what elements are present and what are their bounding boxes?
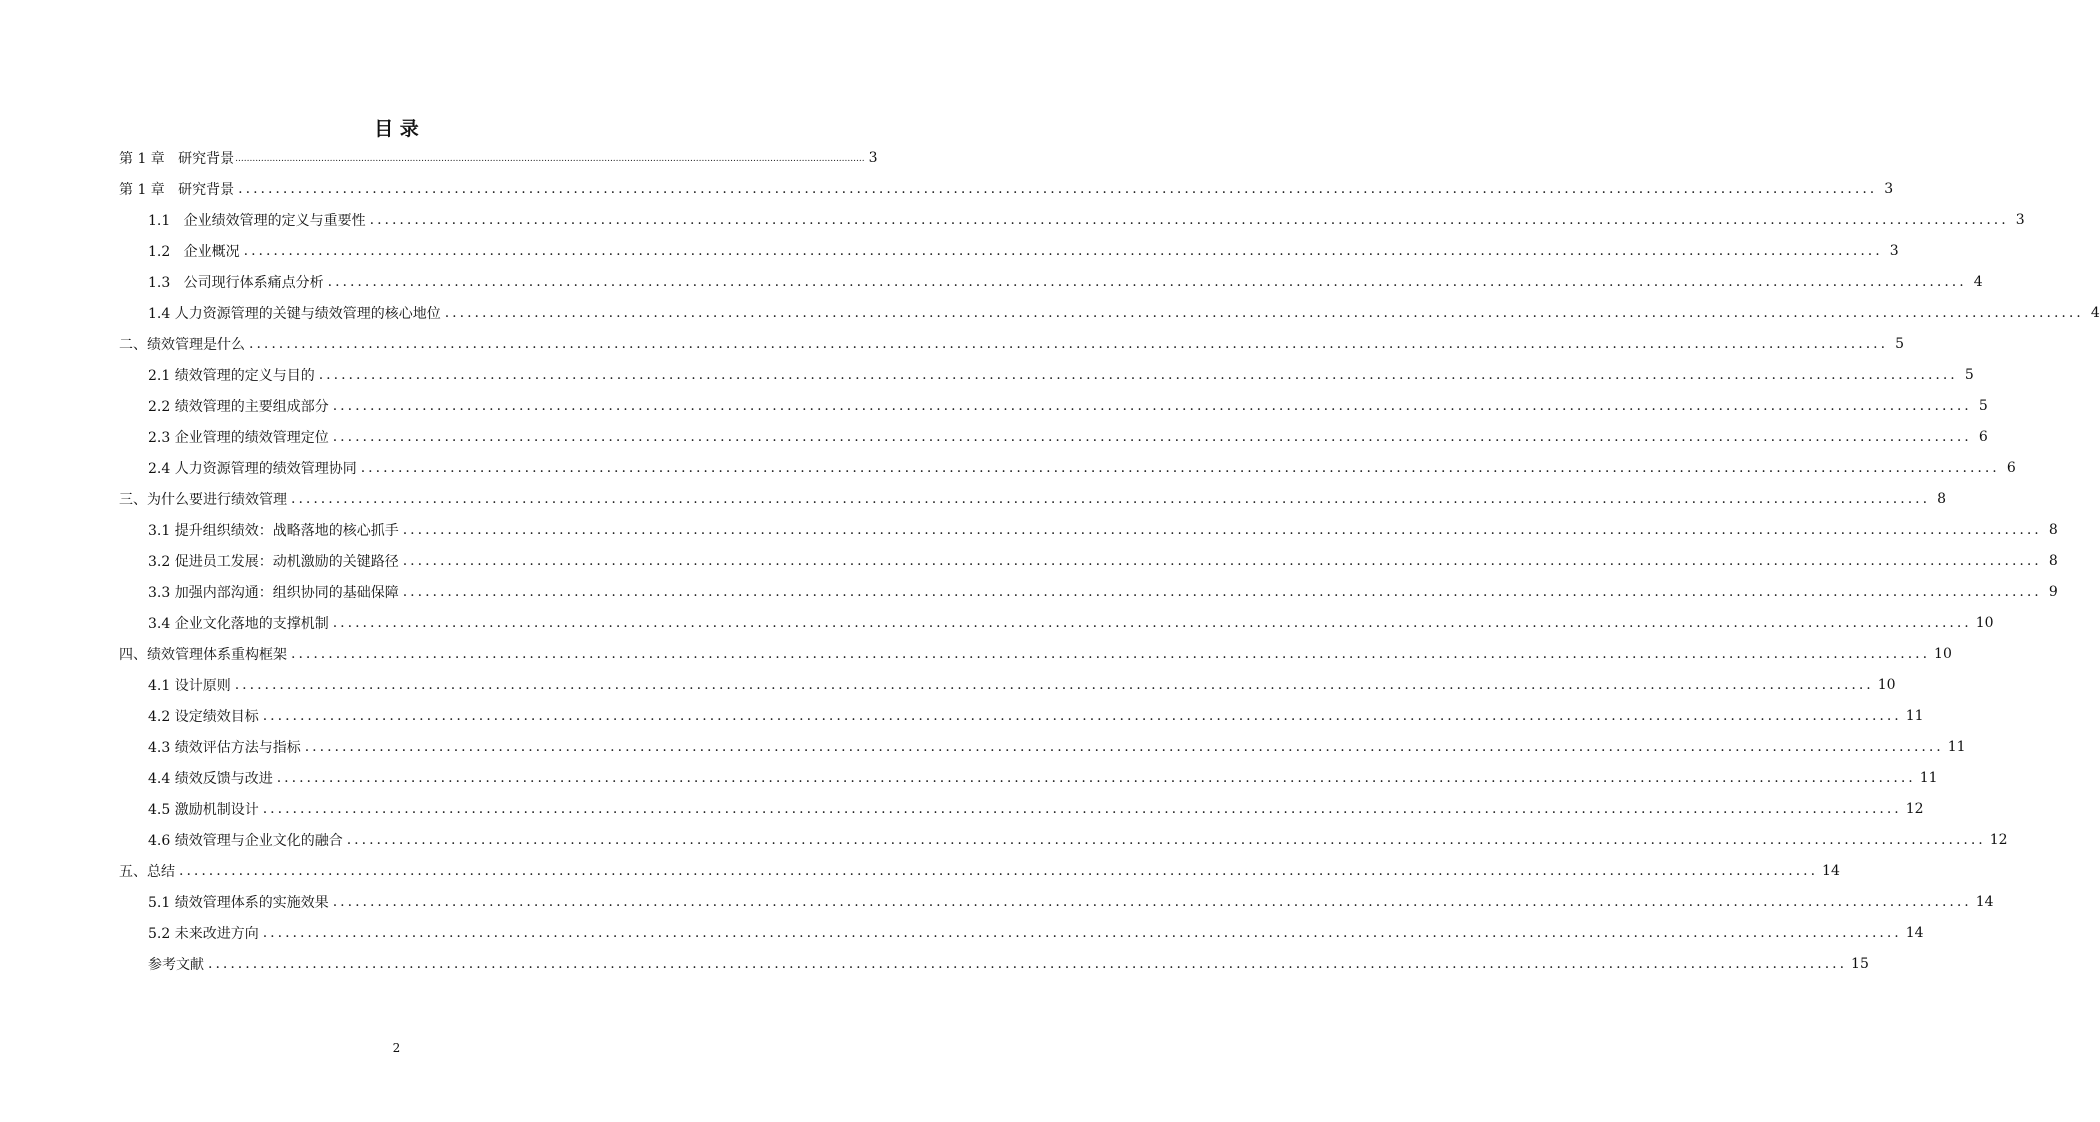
toc-entry[interactable] xyxy=(119,173,1894,204)
toc-entry-page: 11 xyxy=(1905,707,1924,724)
toc-leader-dots: ............................................................................................................................................................................................................................ xyxy=(444,304,2084,321)
toc-leader-dots: ............................................................................................................................................................................................................................ xyxy=(208,955,1848,972)
toc-entry-page: 15 xyxy=(1851,955,1869,972)
toc-entry-label: 2.1 绩效管理的定义与目的 xyxy=(148,367,315,384)
toc-entry-label: 1.3 公司现行体系痛点分析 xyxy=(148,274,324,291)
toc-leader-dots: ............................................................................................................................................................................................................................ xyxy=(291,490,1931,507)
toc-leader-dots: ............................................................................................................................................................................................................................ xyxy=(276,769,1916,786)
toc-entry-label: 第 1 章 研究背景 xyxy=(119,181,235,198)
toc-entry-label: 第 1 章 研究背景 xyxy=(119,150,235,167)
toc-entry[interactable] xyxy=(119,762,1938,793)
toc-entry[interactable] xyxy=(119,421,1988,452)
toc-entry[interactable] xyxy=(119,204,2025,235)
toc-entry-page: 5 xyxy=(1978,397,1988,414)
toc-leader-dots: ............................................................................................................................................................................................................................ xyxy=(291,645,1931,662)
toc-entry-page: 8 xyxy=(2048,552,2058,569)
toc-entry[interactable] xyxy=(119,638,1952,669)
page-number: 2 xyxy=(392,1041,401,1055)
toc-entry-label: 3.1 提升组织绩效：战略落地的核心抓手 xyxy=(148,522,399,539)
toc-leader-dots: ............................................................................................................................................................................................................................ xyxy=(369,211,2009,228)
toc-entry-label: 4.2 设定绩效目标 xyxy=(148,708,259,725)
toc-entry[interactable] xyxy=(119,142,878,173)
toc-entry[interactable] xyxy=(119,824,2008,855)
toc-entry[interactable] xyxy=(119,576,2058,607)
toc-leader-dots: ............................................................................................................................................................................................................................ xyxy=(262,707,1902,724)
toc-leader-dots: ............................................................................................................................................................................................................................ xyxy=(327,273,1967,290)
toc-leader-dots: ............................................................................................................................................................................................................................ xyxy=(235,153,865,164)
toc-leader-dots: ............................................................................................................................................................................................................................ xyxy=(318,366,1958,383)
toc-leader-dots: ............................................................................................................................................................................................................................ xyxy=(332,614,1972,631)
toc-entry-label: 3.3 加强内部沟通：组织协同的基础保障 xyxy=(148,584,399,601)
toc-entry[interactable] xyxy=(119,514,2058,545)
toc-leader-dots: ............................................................................................................................................................................................................................ xyxy=(332,893,1972,910)
toc-entry-page: 3 xyxy=(1884,180,1894,197)
toc-entry[interactable] xyxy=(119,886,1994,917)
toc-entry[interactable] xyxy=(119,669,1896,700)
toc-entry-label: 3.2 促进员工发展：动机激励的关键路径 xyxy=(148,553,399,570)
toc-entry-page: 4 xyxy=(2090,304,2100,321)
toc-leader-dots: ............................................................................................................................................................................................................................ xyxy=(402,552,2042,569)
toc-entry-page: 12 xyxy=(1905,800,1924,817)
toc-leader-dots: ............................................................................................................................................................................................................................ xyxy=(179,862,1819,879)
toc-entry[interactable] xyxy=(119,855,1840,886)
toc-entry-label: 4.4 绩效反馈与改进 xyxy=(148,770,273,787)
toc-entry[interactable] xyxy=(119,917,1924,948)
toc-entry[interactable] xyxy=(119,328,1905,359)
toc-entry-page: 11 xyxy=(1947,738,1966,755)
toc-leader-dots: ............................................................................................................................................................................................................................ xyxy=(262,800,1902,817)
toc-entry[interactable] xyxy=(119,297,2100,328)
table-of-contents xyxy=(119,142,2100,979)
toc-entry-label: 1.1 企业绩效管理的定义与重要性 xyxy=(148,212,366,229)
toc-entry-page: 10 xyxy=(1877,676,1896,693)
toc-leader-dots: ............................................................................................................................................................................................................................ xyxy=(238,180,1878,197)
toc-entry-label: 三、为什么要进行绩效管理 xyxy=(119,491,287,508)
toc-leader-dots: ............................................................................................................................................................................................................................ xyxy=(332,428,1972,445)
toc-entry[interactable] xyxy=(119,545,2058,576)
toc-entry-page: 9 xyxy=(2048,583,2058,600)
toc-leader-dots: ............................................................................................................................................................................................................................ xyxy=(249,335,1889,352)
toc-entry-label: 4.5 激励机制设计 xyxy=(148,801,259,818)
toc-entry-label: 3.4 企业文化落地的支撑机制 xyxy=(148,615,329,632)
toc-entry-page: 5 xyxy=(1895,335,1905,352)
toc-title: 目 录 xyxy=(374,118,419,140)
toc-entry-label: 二、绩效管理是什么 xyxy=(119,336,245,353)
toc-entry-label: 4.6 绩效管理与企业文化的融合 xyxy=(148,832,343,849)
toc-entry[interactable] xyxy=(119,607,1994,638)
toc-entry-page: 8 xyxy=(1937,490,1947,507)
toc-entry[interactable] xyxy=(119,731,1966,762)
toc-leader-dots: ............................................................................................................................................................................................................................ xyxy=(402,521,2042,538)
toc-entry-label: 2.3 企业管理的绩效管理定位 xyxy=(148,429,329,446)
toc-entry[interactable] xyxy=(119,452,2016,483)
toc-entry-label: 1.4 人力资源管理的关键与绩效管理的核心地位 xyxy=(148,305,441,322)
toc-entry-label: 2.2 绩效管理的主要组成部分 xyxy=(148,398,329,415)
toc-leader-dots: ............................................................................................................................................................................................................................ xyxy=(262,924,1902,941)
toc-entry-page: 6 xyxy=(1978,428,1988,445)
toc-entry-page: 3 xyxy=(2015,211,2025,228)
toc-leader-dots: ............................................................................................................................................................................................................................ xyxy=(346,831,1986,848)
toc-entry[interactable] xyxy=(119,235,1899,266)
toc-leader-dots: ............................................................................................................................................................................................................................ xyxy=(360,459,2000,476)
toc-entry-page: 14 xyxy=(1905,924,1924,941)
toc-entry-page: 10 xyxy=(1934,645,1952,662)
toc-entry-page: 11 xyxy=(1919,769,1938,786)
toc-entry-label: 参考文献 xyxy=(148,956,204,973)
toc-entry[interactable] xyxy=(119,793,1924,824)
toc-entry-page: 5 xyxy=(1964,366,1974,383)
toc-entry[interactable] xyxy=(119,390,1988,421)
toc-entry[interactable] xyxy=(119,948,1869,979)
toc-entry-label: 4.1 设计原则 xyxy=(148,677,231,694)
toc-entry-page: 14 xyxy=(1822,862,1840,879)
toc-leader-dots: ............................................................................................................................................................................................................................ xyxy=(304,738,1944,755)
toc-entry-page: 6 xyxy=(2006,459,2016,476)
toc-entry-page: 4 xyxy=(1973,273,1983,290)
toc-entry-label: 5.1 绩效管理体系的实施效果 xyxy=(148,894,329,911)
toc-entry-label: 4.3 绩效评估方法与指标 xyxy=(148,739,301,756)
toc-leader-dots: ............................................................................................................................................................................................................................ xyxy=(332,397,1972,414)
toc-entry-page: 3 xyxy=(1889,242,1899,259)
toc-entry[interactable] xyxy=(119,266,1983,297)
toc-entry-label: 5.2 未来改进方向 xyxy=(148,925,259,942)
toc-entry-label: 五、总结 xyxy=(119,863,175,880)
toc-entry-label: 2.4 人力资源管理的绩效管理协同 xyxy=(148,460,357,477)
toc-entry-page: 14 xyxy=(1975,893,1994,910)
toc-entry-label: 四、绩效管理体系重构框架 xyxy=(119,646,287,663)
toc-entry[interactable] xyxy=(119,700,1924,731)
toc-leader-dots: ............................................................................................................................................................................................................................ xyxy=(243,242,1883,259)
toc-entry[interactable] xyxy=(119,359,1974,390)
toc-leader-dots: ............................................................................................................................................................................................................................ xyxy=(402,583,2042,600)
toc-entry[interactable] xyxy=(119,483,1947,514)
toc-entry-label: 1.2 企业概况 xyxy=(148,243,240,260)
toc-entry-page: 10 xyxy=(1975,614,1994,631)
toc-entry-page: 12 xyxy=(1989,831,2008,848)
toc-entry-page: 3 xyxy=(868,149,878,166)
toc-entry-page: 8 xyxy=(2048,521,2058,538)
toc-leader-dots: ............................................................................................................................................................................................................................ xyxy=(234,676,1874,693)
